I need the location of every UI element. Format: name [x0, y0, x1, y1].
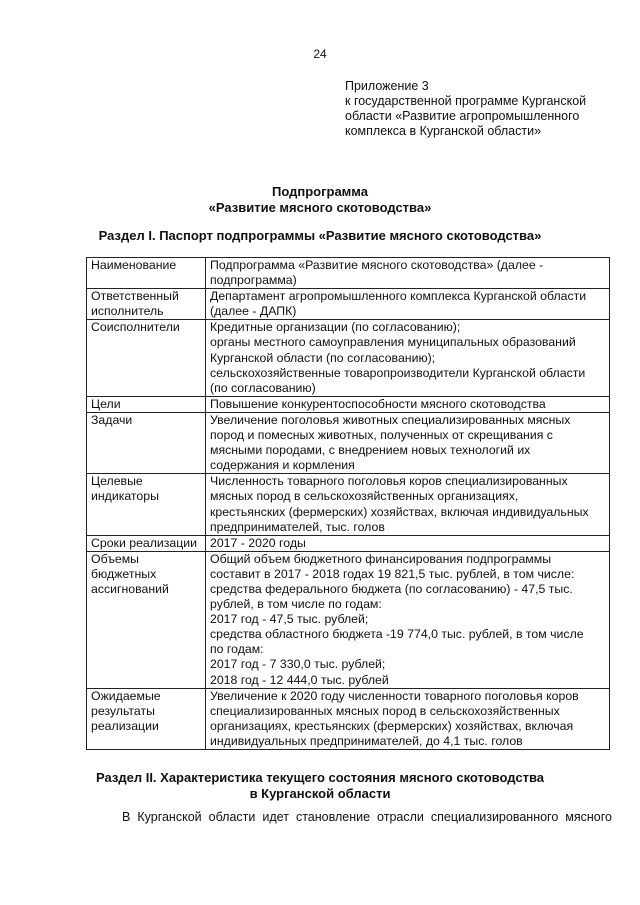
passport-value-line: органы местного самоуправления муниципальных образований [210, 335, 576, 350]
appendix-line: к государственной программе Курганской [345, 94, 587, 108]
passport-row [87, 412, 610, 473]
passport-label-line: индикаторы [91, 489, 159, 504]
passport-value-line: (далее - ДАПК) [210, 304, 297, 319]
passport-table [86, 257, 610, 750]
passport-row [87, 258, 610, 289]
passport-value-line: Департамент агропромышленного комплекса Курганской области [210, 289, 587, 304]
passport-value-line: содержания и кормления [210, 458, 355, 473]
passport-row [87, 535, 610, 551]
subprogram-title-line: Подпрограмма [272, 184, 368, 199]
subprogram-title-line: «Развитие мясного скотоводства» [208, 200, 432, 215]
passport-value-line: специализированных мясных пород в сельскохозяйственных [210, 703, 560, 718]
passport-table-body [87, 258, 610, 750]
passport-value-line: по годам: [210, 642, 264, 657]
passport-label-line: Сроки реализации [91, 535, 198, 550]
passport-row-value [206, 474, 610, 535]
passport-row-value [206, 688, 610, 749]
passport-value-line: индивидуальных предпринимателей, до 4,1 тыс. голов [210, 733, 523, 748]
passport-row-label [87, 474, 206, 535]
passport-row [87, 320, 610, 396]
passport-value-line: Численность товарного поголовья коров специализированных [210, 474, 568, 489]
passport-label-line: Задачи [91, 412, 133, 427]
passport-value-line: предпринимателей, тыс. голов [210, 519, 385, 534]
passport-value-line: мясных пород в сельскохозяйственных организациях, [210, 489, 519, 504]
passport-value-line: (по согласованию) [210, 380, 316, 395]
passport-value-line: 2018 год - 12 444,0 тыс. рублей [210, 672, 389, 687]
passport-row [87, 688, 610, 749]
passport-row-value [206, 551, 610, 688]
passport-value-line: Увеличение поголовья животных специализированных мясных [210, 412, 571, 427]
passport-label-line: Наименование [91, 258, 177, 272]
passport-value-line: 2017 - 2020 годы [210, 535, 306, 550]
appendix-line: области «Развитие агропромышленного [345, 109, 580, 123]
body-paragraph: В Курганской области идет становление отрасли специализированного мясного [122, 810, 612, 824]
passport-label-line: реализации [91, 718, 159, 733]
passport-row-value [206, 396, 610, 412]
passport-value-line: сельскохозяйственные товаропроизводители Курганской области [210, 365, 586, 380]
appendix-line: комплекса в Курганской области» [345, 124, 542, 138]
passport-value-line: крестьянских (фермерских) хозяйствах, включая индивидуальных [210, 504, 589, 519]
passport-value-line: составит в 2017 - 2018 годах 19 821,5 тыс. рублей, в том числе: [210, 566, 575, 581]
passport-row-value [206, 535, 610, 551]
passport-value-line: 2017 год - 47,5 тыс. рублей; [210, 612, 369, 627]
passport-value-line: средства областного бюджета -19 774,0 тыс. рублей, в том числе [210, 627, 584, 642]
passport-row-label [87, 688, 206, 749]
passport-value-line: 2017 год - 7 330,0 тыс. рублей; [210, 657, 386, 672]
passport-value-line: Повышение конкурентоспособности мясного скотоводства [210, 396, 546, 411]
passport-row-label [87, 412, 206, 473]
passport-label-line: результаты [91, 703, 155, 718]
passport-row-label [87, 289, 206, 320]
passport-value-line: Увеличение к 2020 году численности товарного поголовья коров [210, 688, 579, 703]
passport-label-line: Целевые [91, 474, 143, 489]
passport-row [87, 396, 610, 412]
subprogram-title [0, 184, 640, 216]
passport-row-value [206, 320, 610, 396]
passport-value-line: рублей, в том числе по годам: [210, 597, 382, 612]
passport-value-line: Кредитные организации (по согласованию); [210, 320, 461, 335]
appendix-line: Приложение 3 [345, 79, 429, 93]
passport-label-line: Объемы [91, 551, 140, 566]
passport-value-line: подпрограмма) [210, 273, 297, 288]
passport-label-line: Соисполнители [91, 320, 180, 335]
passport-row [87, 474, 610, 535]
passport-value-line: Общий объем бюджетного финансирования подпрограммы [210, 551, 552, 566]
passport-value-line: Подпрограмма «Развитие мясного скотоводства» (далее - [210, 258, 544, 272]
passport-row-value [206, 289, 610, 320]
passport-row-label [87, 396, 206, 412]
section-2-title-line: Раздел II. Характеристика текущего состояния мясного скотоводства [96, 770, 544, 785]
passport-row-label [87, 258, 206, 289]
section-1-title: Раздел I. Паспорт подпрограммы «Развитие мясного скотоводства» [98, 228, 542, 243]
passport-row-value [206, 412, 610, 473]
passport-label-line: ассигнований [91, 581, 169, 596]
passport-value-line: мясными породами, с внедрением новых технологий их [210, 443, 531, 458]
passport-row-value [206, 258, 610, 289]
passport-value-line: пород и помесных животных, полученных от скрещивания с [210, 428, 553, 443]
passport-row-label [87, 535, 206, 551]
passport-label-line: исполнитель [91, 304, 164, 319]
section-2-title [0, 770, 640, 802]
page-number: 24 [313, 47, 327, 61]
passport-label-line: Цели [91, 396, 121, 411]
passport-value-line: организациях, крестьянских (фермерских) хозяйствах, включая [210, 718, 574, 733]
appendix-header [345, 79, 625, 139]
passport-label-line: бюджетных [91, 566, 157, 581]
passport-value-line: Курганской области (по согласованию); [210, 350, 436, 365]
passport-row [87, 289, 610, 320]
passport-row-label [87, 320, 206, 396]
passport-row [87, 551, 610, 688]
passport-label-line: Ожидаемые [91, 688, 161, 703]
passport-label-line: Ответственный [91, 289, 179, 304]
passport-row-label [87, 551, 206, 688]
section-2-title-line: в Курганской области [249, 786, 391, 801]
passport-value-line: средства федерального бюджета (по согласованию) - 47,5 тыс. [210, 581, 573, 596]
